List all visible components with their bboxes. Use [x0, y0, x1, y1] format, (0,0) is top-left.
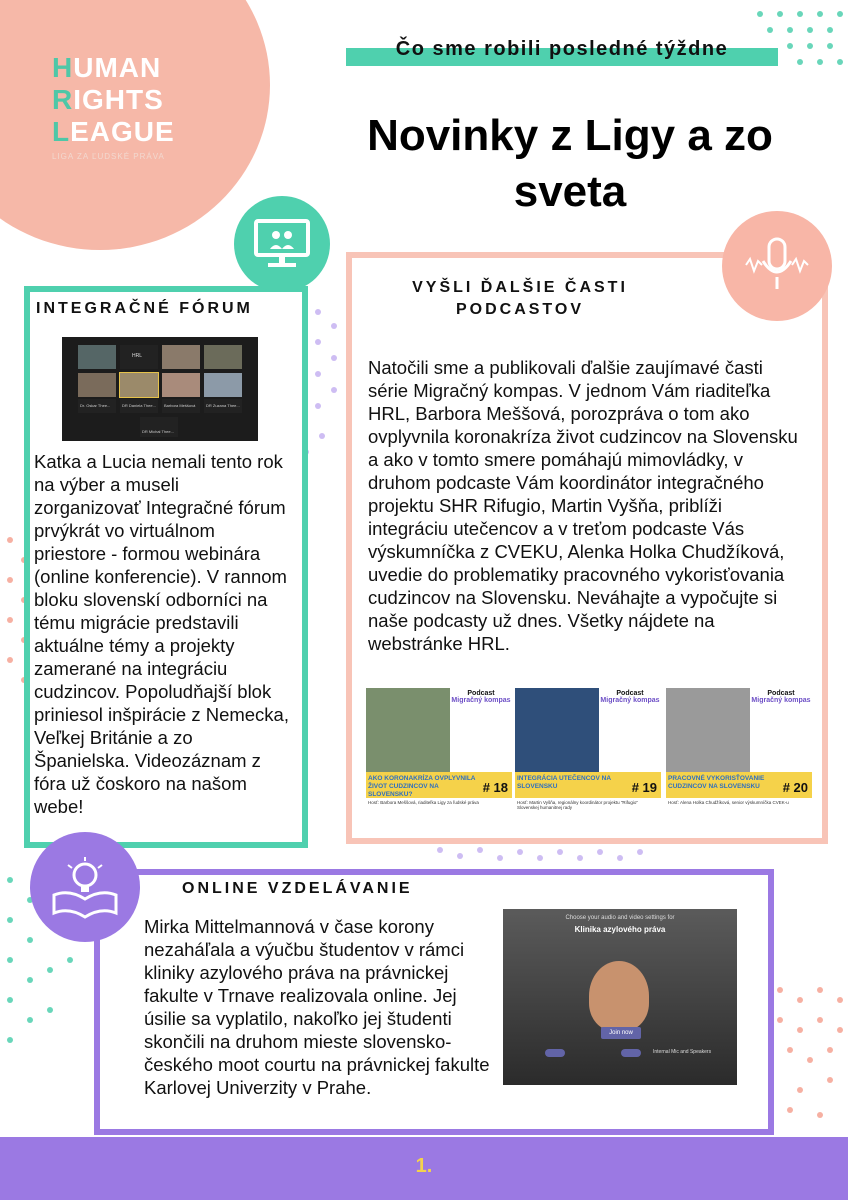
book-lightbulb-icon: [30, 832, 140, 942]
podcast-card-18[interactable]: [366, 688, 512, 810]
podcast-episode-number: # 20: [782, 780, 808, 795]
video-title: Klinika azylového práva: [574, 925, 666, 934]
podcast-label: Podcast: [467, 690, 495, 697]
tagline: [346, 36, 778, 70]
podcast-card-19[interactable]: [515, 688, 661, 810]
podcast-heading-line-2: PODCASTOV: [455, 301, 585, 318]
podcast-series-label: Migračný kompas: [751, 697, 811, 704]
webinar-screen-icon: [234, 196, 330, 292]
podcast-label: Podcast: [616, 690, 644, 697]
participant-tile: HRL: [120, 345, 158, 369]
podcast-host: Hosť: Barbora Meššová, riaditeľka Ligy za ľudské práva: [368, 800, 479, 805]
video-person: [589, 961, 649, 1031]
participant-tile: [204, 345, 242, 369]
podcast-host: Hosť: Martin Vyšňa, regionálny koordinátor projektu "Rifugio" Slovenskej humanitnej rady: [517, 800, 639, 810]
podcast-heading-line-1: VYŠLI ĎALŠIE ČASTI: [412, 279, 628, 296]
podcast-episode-title: PRACOVNÉ VYKORISŤOVANIE CUDZINCOV NA SLOVENSKU: [668, 775, 765, 790]
podcast-text: Natočili sme a publikovali ďalšie zaujímavé časti série Migračný kompas. V jednom Vám riaditeľka HRL, Barbora Meššová, porozpráva o tom ako ovplyvnila koronakríza život cudzincov na Slovensku a ako v tomto smere pomáhajú mimovládky, v druhom podcaste Vám koordinátor integračného projektu SHR Rifugio, Martin Vyšňa, priblíži integráciu utečencov a v treťom podcaste Vás výskumníčka z CVEKU, Alenka Holka Chudžíková, uvedie do problematiky pracovného vykorisťovania cudzincov na Slovensku. Neváhajte a vypočujte si naše podcasty už dnes. Všetky nájdete na webstránke HRL.: [368, 357, 798, 654]
online-vzdelavanie-heading: ONLINE VZDELÁVANIE: [182, 880, 413, 897]
zoom-screenshot: [62, 337, 258, 441]
logo-line-2: RIGHTS: [52, 84, 164, 115]
participant-name-tile: DR Daniela Thee...: [120, 399, 158, 413]
podcast-episode-title: INTEGRÁCIA UTEČENCOV NA SLOVENSKU: [517, 775, 611, 790]
podcast-episode-title: AKO KORONAKRÍZA OVPLYVNILA ŽIVOT CUDZINCOV NA SLOVENSKU?: [368, 775, 476, 798]
participant-name-tile: DR Michal Thee...: [140, 417, 178, 437]
integracne-forum-text: Katka a Lucia nemali tento rok na výber a museli zorganizovať Integračné fórum prvýkrát vo virtuálnom priestore - formou webinára (online konferencie). V rannom bloku slovenskí odborníci na tému migrácie predstavili aktuálne témy a projekty zamerané na integráciu cudzincov. Popoludňajší blok priniesol inšpirácie z Nemecka, Veľkej Británie a zo Španielska. Videozáznam z fóra už čoskoro na našom webe!: [34, 451, 289, 817]
logo-line-1: HUMAN: [52, 52, 162, 83]
online-vzdelavanie-text: Mirka Mittelmannová v čase korony nezaháľala a výučbu študentov v rámci kliniky azylového práva na právnickej fakulte v Trnave realizovala online. Jej úsilie sa vyplatilo, nakoľko jej študenti skončili na druhom mieste slovensko-českého moot courtu na právnickej fakulte Karlovej Univerzity v Prahe.: [144, 916, 490, 1098]
podcast-heading: [380, 277, 660, 321]
podcast-host: Hosť: Alena Holka Chudžíková, senior výskumníčka CVEK-u: [668, 800, 789, 805]
mic-toggle[interactable]: [621, 1049, 641, 1057]
participant-tile: [162, 345, 200, 369]
page-footer: [0, 1137, 848, 1200]
participant-tile: [78, 345, 116, 369]
podcast-title-band: [515, 772, 661, 798]
podcast-series-label: Migračný kompas: [600, 697, 660, 704]
podcast-episode-number: # 18: [482, 780, 508, 795]
participant-name-tile: DR Zuzana Thee...: [204, 399, 242, 413]
podcast-episode-number: # 19: [631, 780, 657, 795]
podcast-label: Podcast: [767, 690, 795, 697]
integracne-forum-heading: INTEGRAČNÉ FÓRUM: [36, 300, 253, 317]
page-number: 1.: [415, 1155, 433, 1177]
podcast-title-band: [366, 772, 512, 798]
participant-tile: [120, 373, 158, 397]
participant-name-tile: Dr. Oskar Thee...: [78, 399, 116, 413]
podcast-card-side: [750, 688, 812, 772]
join-now-button[interactable]: Join now: [601, 1027, 641, 1039]
participant-tile: [162, 373, 200, 397]
camera-toggle[interactable]: [545, 1049, 565, 1057]
speaker-label: Internal Mic and Speakers: [653, 1049, 712, 1055]
podcast-guest-photo: [366, 688, 450, 772]
video-call-screenshot: [503, 909, 737, 1085]
podcast-series-label: Migračný kompas: [451, 697, 511, 704]
video-caption: Choose your audio and video settings for: [565, 915, 675, 921]
participant-tile: [78, 373, 116, 397]
podcast-card-side: [450, 688, 512, 772]
podcast-guest-photo: [666, 688, 750, 772]
logo-line-3: LEAGUE: [52, 116, 175, 147]
podcast-card-20[interactable]: [666, 688, 812, 810]
podcast-title-band: [666, 772, 812, 798]
podcast-guest-photo: [515, 688, 599, 772]
participant-name-tile: Barbora Meššová: [162, 399, 200, 413]
microphone-icon: [722, 211, 832, 321]
hrl-logo[interactable]: [52, 52, 192, 161]
tagline-text: Čo sme robili posledné týždne: [395, 38, 729, 60]
podcast-card-side: [599, 688, 661, 772]
page-title: Novinky z Ligy a zo sveta: [367, 111, 773, 216]
participant-tile: [204, 373, 242, 397]
logo-subtitle: LIGA ZA ĽUDSKÉ PRÁVA: [52, 152, 165, 161]
